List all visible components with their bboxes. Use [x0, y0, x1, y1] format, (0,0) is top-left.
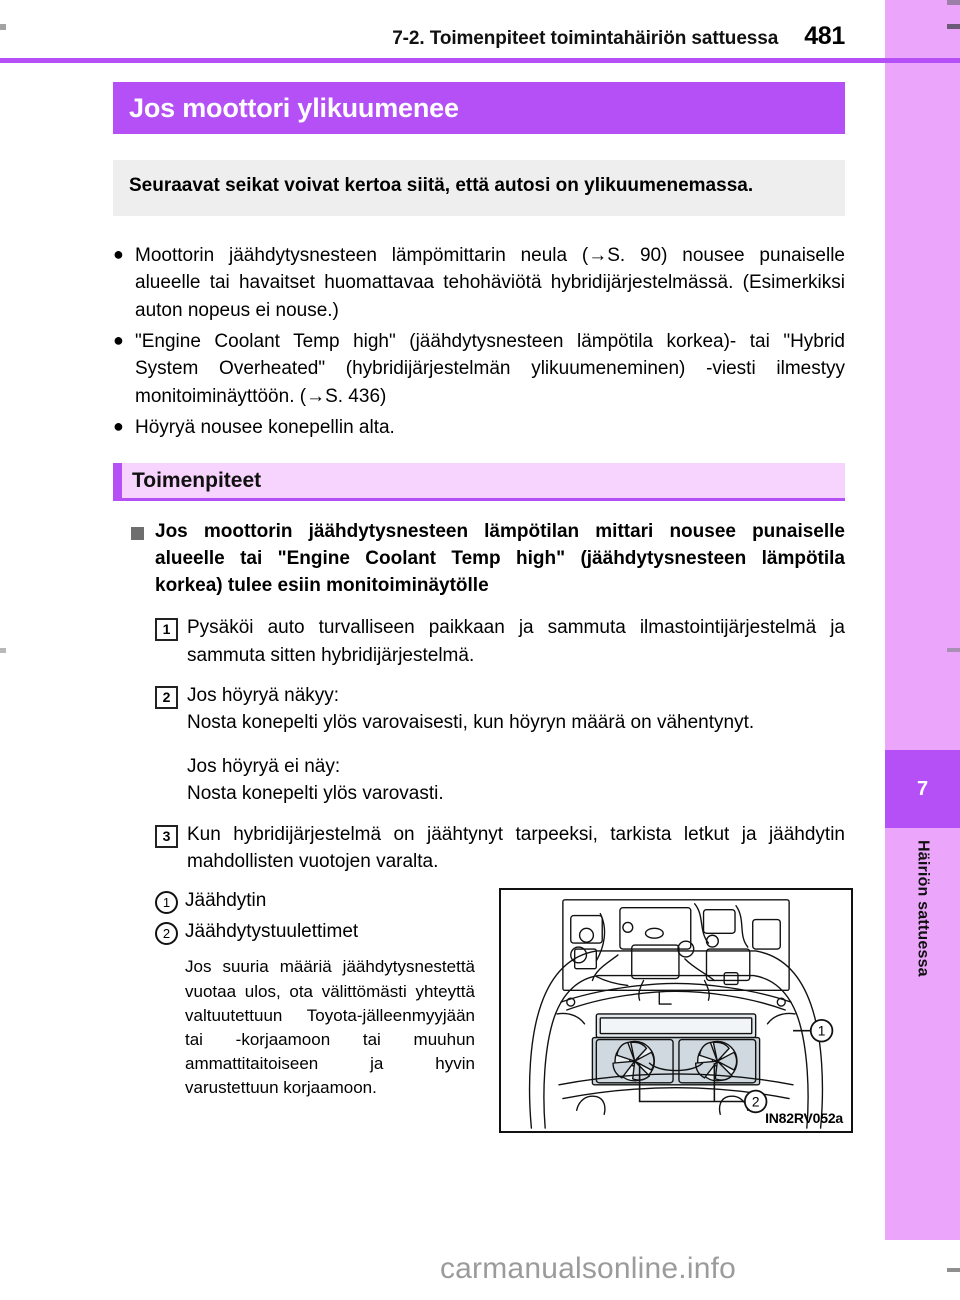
legend-number-text: 2: [155, 922, 178, 945]
section-title: Jos moottori ylikuumenee: [129, 92, 459, 123]
step-number-text: 2: [155, 686, 178, 709]
step-number-badge: [155, 614, 187, 641]
list-item: [155, 682, 845, 807]
side-crop-mark-top: [947, 0, 960, 5]
step-line: Kun hybridijärjestelmä on jäähtynyt tarpeeksi, tarkista letkut ja jäähdytin mahdollisten vuotojen varalta.: [187, 823, 845, 872]
figure-legend: [155, 888, 485, 1100]
legend-label: Jäähdytystuulettimet: [185, 920, 359, 942]
side-crop-mark-mid: [947, 24, 960, 29]
page-content: [113, 82, 845, 1133]
step-number-badge: [155, 682, 187, 709]
bullet-dot-icon: ●: [113, 243, 124, 264]
chapter-name-text: Häiriön sattuessa: [914, 840, 932, 977]
step-line: Nosta konepelti ylös varovasti.: [187, 783, 444, 805]
header-divider-rule: [0, 58, 960, 63]
running-title: 7-2. Toimenpiteet toimintahäiriön sattuessa: [392, 28, 779, 49]
list-item: [113, 242, 845, 324]
step-number-text: 3: [155, 825, 178, 848]
chapter-number-text: 7: [916, 777, 929, 800]
illustration-code: IN82RV052a: [765, 1110, 843, 1127]
footer-watermark: [0, 1252, 960, 1286]
left-crop-mark-mid: [0, 648, 6, 653]
step-body: [187, 682, 845, 807]
intro-callout-text: Seuraavat seikat voivat kertoa siitä, että autosi on ylikuumenemassa.: [129, 175, 754, 196]
step-line: Nosta konepelti ylös varovaisesti, kun höyryn määrä on vähentynyt.: [187, 712, 755, 734]
list-item: [155, 614, 845, 669]
footer-watermark-text: carmanualsonline.info: [439, 1252, 737, 1285]
list-item: [113, 328, 845, 410]
step-number-badge: [155, 821, 187, 848]
figure-illustration: [499, 888, 853, 1133]
chapter-name-vertical: [885, 840, 960, 1170]
list-item: [113, 414, 845, 441]
list-item: [155, 821, 845, 876]
step-line: Jos höyryä näkyy:: [187, 685, 340, 707]
step-body: [187, 821, 845, 876]
symptom-text: Moottorin jäähdytysnesteen lämpömittarin neula (→S. 90) nousee punaiselle alueelle tai havaitset huomattavaa tehohäviötä hybridijärjestelmässä. (Esimerkiksi auton nopeus ei nouse.): [135, 244, 845, 321]
step-line: Pysäköi auto turvalliseen paikkaan ja sammuta ilmastointijärjestelmä ja sammuta sitten hybridijärjestelmä.: [187, 617, 845, 666]
section-title-bar: [113, 82, 845, 134]
actions-subsection-title: Toimenpiteet: [132, 468, 262, 492]
square-bullet-icon: [131, 519, 155, 540]
header-inner: [392, 22, 845, 51]
chapter-number-tab: [885, 750, 960, 828]
chapter-side-tab-column: [885, 0, 960, 1240]
step-body: [187, 614, 845, 669]
legend-number-text: 1: [155, 891, 178, 914]
legend-label: Jäähdytin: [185, 890, 267, 912]
actions-heading-block: [113, 519, 845, 600]
actions-heading-text: Jos moottorin jäähdytysnesteen lämpötilan mittari nousee punaiselle alueelle tai "Engine Coolant Temp high" (jäähdytysnesteen lämpötila korkea) tulee esiin monitoiminäytölle: [155, 521, 845, 597]
step-line: Jos höyryä ei näy:: [187, 755, 341, 777]
bullet-dot-icon: ●: [113, 416, 124, 437]
action-steps-list: [113, 614, 845, 875]
legend-number-badge: [155, 888, 185, 914]
page-header: [0, 0, 885, 58]
svg-text:1: 1: [817, 1023, 826, 1039]
side-crop-mark-low: [947, 648, 960, 652]
list-item: [155, 919, 485, 946]
list-item: [155, 888, 485, 915]
page-number: 481: [804, 22, 845, 50]
figure-block: [113, 888, 845, 1133]
legend-number-badge: [155, 919, 185, 945]
illustration-frame: [499, 888, 853, 1133]
figure-note-text: Jos suuria määriä jäähdytysnestettä vuotaa ulos, ota välittömästi yhteyttä valtuutettuun Toyota-jälleenmyyjään tai -korjaamoon tai muuhun ammattitaitoiseen ja hyvin varustettuun korjaamoon.: [185, 957, 475, 1098]
intro-callout-box: [113, 160, 845, 216]
actions-subsection-bar: [113, 463, 845, 501]
svg-text:2: 2: [751, 1094, 760, 1110]
bullet-dot-icon: ●: [113, 330, 124, 351]
symptom-text: Höyryä nousee konepellin alta.: [135, 417, 395, 439]
symptom-text: "Engine Coolant Temp high" (jäähdytysnesteen lämpötila korkea)- tai "Hybrid System Overheated" (hybridijärjestelmän ylikuumeneminen) -viesti ilmestyy monitoiminäyttöön. (→S. 436): [135, 331, 845, 407]
step-number-text: 1: [155, 618, 178, 641]
symptom-bullet-list: [113, 242, 845, 442]
engine-bay-illustration-svg: [501, 890, 851, 1131]
